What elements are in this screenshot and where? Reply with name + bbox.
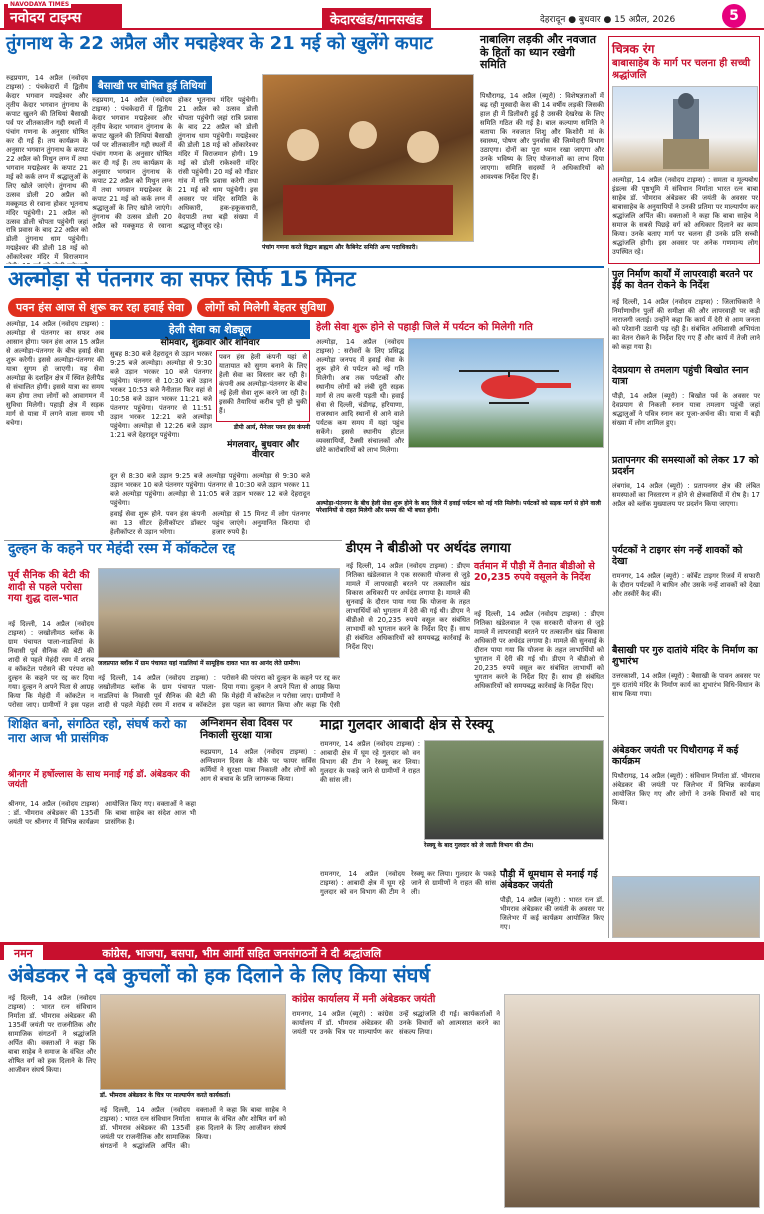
chitrak-photo bbox=[612, 86, 758, 172]
girls-headline: नाबालिग लड़की और नवजात के हितों का ध्यान रखेगी समिति bbox=[480, 33, 596, 72]
heli-quote: पवन हंस हेली कंपनी यहां से यातायात को सुगम बनाने के लिए हेली सेवा का विस्तार कर रही है। कंपनी अब अल्मोड़ा-पंतनगर के बीच नई हेली सेवा शुरू करने जा रही है। इसकी तैयारियां करीब पूरी हो चुकी हैं। bbox=[216, 350, 310, 422]
bottom2-headline: अंबेडकर ने दबे कुचलों को हक दिलाने के लिए किया संघर्ष bbox=[8, 963, 431, 987]
rule-right bbox=[608, 268, 609, 938]
naman-text: कांग्रेस, भाजपा, बसपा, भीम आर्मी सहित जनसंगठनों ने दी श्रद्धांजलि bbox=[102, 947, 382, 960]
right-b4: रामनगर, 14 अप्रैल (ब्यूरो) : कॉर्बेट टाइगर रिजर्व में सफारी के दौरान पर्यटकों ने बाघिन और उसके नन्हें शावकों को देखा और तस्वीरें कैद कीं। bbox=[612, 572, 760, 598]
dateline: देहरादून ● बुधवार ● 15 अप्रैल, 2026 bbox=[540, 15, 676, 25]
bottom2-b1-cont: नई दिल्ली, 14 अप्रैल (नवोदय टाइम्स) : भारत रत्न संविधान निर्माता डॉ. भीमराव अंबेडकर की 135वीं जयंती पर राजनीतिक और सामाजिक संगठनों ने श्रद्धांजलि अर्पित की। वक्ताओं ने कहा कि बाबा साहेब ने समाज के वंचित और शोषित वर्ग को हक दिलाने के लिए आजीवन संघर्ष किया। bbox=[100, 1106, 286, 1150]
heli-schedule-title: हेली सेवा का शेड्यूल bbox=[110, 320, 310, 339]
dm-body: नई दिल्ली, 14 अप्रैल (नवोदय टाइम्स) : डीएम नितिका खंडेलवाल ने एक सरकारी योजना से जुड़े मामले में लापरवाही बरतने पर तत्कालीन खंड विकास अधिकारी पर अर्थदंड लगाया है। मामले की सुनवाई के दौरान पाया गया कि योजना के तहत लाभार्थियों को भुगतान में देरी की गई थी। डीएम ने बीडीओ से 20,235 रुपये वसूल कर संबंधित लाभार्थी को भुगतान करने के निर्देश दिए हैं। साथ ही संबंधित अधिकारियों को समयबद्ध कार्रवाई के निर्देश दिए। bbox=[346, 562, 470, 651]
right-h1: पुल निर्माण कार्यों में लापरवाही बरतने पर ईई का वेतन रोकने के निर्देश bbox=[612, 269, 753, 291]
bottom2-photo bbox=[100, 994, 286, 1090]
right-h4: पर्यटकों ने टाइगर संग नन्हें शावकों को देखा bbox=[612, 545, 743, 567]
heli-quote-by: डीपी आर्य, मैनेजर पवन हंस कंपनी bbox=[233, 424, 310, 431]
tourism-headline: हेली सेवा शुरू होने से पहाड़ी जिले में पर्यटन को मिलेगी गति bbox=[316, 322, 533, 333]
lead-photo-caption: पंचांग गणना करते विद्वान ब्राह्मण और कैबिनेट समिति अन्य पदाधिकारी। bbox=[262, 244, 418, 251]
wedding-body-2: नई दिल्ली, 14 अप्रैल (नवोदय टाइम्स) : जखोलीमठ ब्लॉक के ग्राम पंचायत पाला-नाडलियां के निवासी पूर्व सैनिक की बेटी की शादी से पहले मेहंदी रस्म में शराब व कॉकटेल परोसने की परंपरा को दुल्हन के कहने पर रद्द कर दिया गया। दुल्हन ने अपने पिता से आग्रह किया कि मेहंदी में कॉकटेल न परोसा जाए। ग्रामीणों ने इस पहल का स्वागत किया और कहा कि ऐसी bbox=[98, 674, 340, 709]
bottom2-photo-caption: डॉ. भीमराव अंबेडकर के चित्र पर माल्यार्पण करते कार्यकर्ता। bbox=[100, 1092, 231, 1099]
bottom2-b2: रामनगर, 14 अप्रैल (ब्यूरो) : कांग्रेस कार्यालय में डॉ. भीमराव अंबेडकर की जयंती पर उनके चित्र पर माल्यार्पण कर उन्हें श्रद्धांजलि दी गई। कार्यकर्ताओं ने उनके विचारों को आत्मसात करने का संकल्प लिया। bbox=[292, 1010, 500, 1036]
heli-body: अल्मोड़ा, 14 अप्रैल (नवोदय टाइम्स) : अल्मोड़ा से पंतनगर का सफर अब आसान होगा। पवन हंस आज 15 अप्रैल से अल्मोड़ा-पंतनगर के बीच हवाई सेवा शुरू करेगी। इससे अल्मोड़ा-पंतनगर की यात्रा सुगम हो जाएगी। यह सेवा अल्मोड़ा के दशहिन क्षेत्र में स्थित हेलीपैड से संचालित होगी। इससे यात्रा का समय कम होगा तथा लोगों को आवागमन में सुविधा मिलेगी। पहाड़ी क्षेत्र में सड़क मार्ग से यात्रा में लगने वाला समय भी बचेगा। bbox=[6, 320, 104, 427]
tourism-photo-caption: अल्मोड़ा-पंतनगर के बीच हेली सेवा शुरू होने के बाद जिले में हवाई पर्यटन को नई गति मिलेगी। पर्यटकों को सड़क मार्ग से होने वाली परेशानियों से राहत मिलेगी और समय की भी बचत होगी। bbox=[316, 500, 601, 515]
page-number: 5 bbox=[722, 4, 746, 28]
heli-footer: हवाई सेवा शुरू होने. पवन हंस कंपनी का 13 सीटर हेलीकॉप्टर डॉक्टर हेलीकॉप्टर से उड़ान भरेगा। bbox=[110, 510, 206, 536]
right-photo bbox=[612, 876, 760, 938]
lead-photo bbox=[262, 74, 474, 242]
bottom2-h2: कांग्रेस कार्यालय में मनी अंबेडकर जयंती bbox=[292, 994, 436, 1005]
chitrak-photo-art bbox=[613, 87, 758, 172]
leopard-photo bbox=[424, 740, 604, 840]
chitrak-body: अल्मोड़ा, 14 अप्रैल (नवोदय टाइम्स) : समता व मूल्यबोध इंडल्स की पृष्ठभूमि में संविधान निर्माता भारत रत्न बाबा साहेब डॉ. भीमराव अंबेडकर की जयंती के अवसर पर बाबासाहेब के अनुयायियों ने उनकी प्रतिमा पर माल्यार्पण कर श्रद्धांजलि अर्पित की। वक्ताओं ने कहा कि बाबा साहेब ने समाज के सबसे पिछड़े वर्ग को अधिकार दिलाने का काम किया। उनके बताए मार्ग पर चलना ही उनके प्रति सच्ची श्रद्धांजलि होगी। इस अवसर पर अनेक गणमान्य लोग उपस्थित रहे। bbox=[612, 176, 758, 256]
bottom1-b3-cont: रामनगर, 14 अप्रैल (नवोदय टाइम्स) : आबादी क्षेत्र में घूम रहे गुलदार को वन विभाग की टीम ने रेस्क्यू कर लिया। गुलदार के पकड़े जाने से ग्रामीणों ने राहत की सांस ली। bbox=[320, 870, 496, 896]
masthead bbox=[4, 1, 122, 28]
wedding-photo bbox=[98, 568, 340, 658]
section-label: केदारखंड/मानसखंड bbox=[322, 8, 431, 30]
chitrak-label: चित्रक रंग bbox=[612, 42, 655, 56]
dm-headline: डीएम ने बीडीओ पर अर्थदंड लगाया bbox=[346, 541, 511, 556]
bottom1-b2: रुद्रप्रयाग, 14 अप्रैल (नवोदय टाइम्स) : अग्निशमन दिवस के मौके पर फायर सर्विस कर्मियों ने सुरक्षा यात्रा निकाली और लोगों को आग से बचाव के प्रति जागरूक किया। bbox=[200, 748, 316, 783]
tourism-photo bbox=[408, 338, 604, 448]
bottom2-photo-right bbox=[504, 994, 760, 1208]
lead-body-col1: रुद्रप्रयाग, 14 अप्रैल (नवोदय टाइम्स) : पंचकेदारों में द्वितीय केदार भगवान मद्महेश्वर और तृतीय केदार भगवान तुंगनाथ के कपाट खुलने की तिथियां बैसाखी पर्व पर शीतकालीन गद्दी स्थलों में पंचांग गणना के अनुसार घोषित कर दी गई हैं। तय कार्यक्रम के अनुसार भगवान तुंगनाथ के कपाट 22 अप्रैल को मिथुन लग्न में तथा भगवान मद्महेश्वर के कपाट 21 मई को कर्क लग्न में श्रद्धालुओं के लिए खोले जाएंगे। तुंगनाथ की उत्सव डोली 20 अप्रैल को मक्कूमठ से रवाना होकर भूतनाथ मंदिर पहुंचेगी। 21 अप्रैल को उत्सव डोली चोपता पहुंचेगी जहां रात्रि प्रवास के बाद 22 अप्रैल को डोली तुंगनाथ धाम पहुंचेगी। मद्महेश्वर की डोली 18 मई को ओंकारेश्वर मंदिर में विराजमान bbox=[6, 74, 88, 262]
right-b6: पिथौरागढ़, 14 अप्रैल (ब्यूरो) : संविधान निर्माता डॉ. भीमराव अंबेडकर की जयंती पर जिलेभर में विभिन्न कार्यक्रम आयोजित किए गए और लोगों ने उनके विचारों को याद किया। bbox=[612, 772, 760, 807]
chitrak-headline: बाबासाहेब के मार्ग पर चलना ही सच्ची श्रद्धांजलि bbox=[612, 58, 751, 81]
wedding-body-1: नई दिल्ली, 14 अप्रैल (नवोदय टाइम्स) : जखोलीमठ ब्लॉक के ग्राम पंचायत पाला-नाडलियां के निवासी पूर्व सैनिक की बेटी की शादी से पहले मेहंदी रस्म में शराब व कॉकटेल परोसने की परंपरा को दुल्हन के कहने पर रद्द कर दिया गया। दुल्हन ने अपने पिता से आग्रह किया कि मेहंदी में कॉकटेल न परोसा जाए। ग्रामीणों ने इस पहल bbox=[8, 620, 94, 709]
wedding-headline: दुल्हन के कहने पर मेहंदी रस्म में कॉकटेल रद्द bbox=[8, 541, 236, 557]
heli-sched-text1: सुबह 8:30 बजे देहरादून से उड़ान भरकर 9:25 बजे अल्मोड़ा। अल्मोड़ा से 9:30 बजे उड़ान भरकर 10 बजे पंतनगर पहुंचेगा। पंतनगर से 10:30 बजे उड़ान भरकर 10:53 बजे नैनीताल फिर वहां से 10:58 बजे उड़ान भरकर 11:21 बजे पंतनगर पहुंचेगा। पंतनगर से 11:51 उड़ान भरकर 12:21 बजे अल्मोड़ा पहुंचेगा। अल्मोड़ा से 12:26 बजे उड़ान 1:21 बजे देहरादून पहुंचेगा। bbox=[110, 350, 212, 439]
right-h3: प्रतापनगर की समस्याओं को लेकर 17 को प्रदर्शन bbox=[612, 455, 759, 477]
heli-headline: अल्मोड़ा से पंतनगर का सफर सिर्फ 15 मिनट bbox=[8, 267, 356, 291]
right-h2: देवप्रयाग से तमलाग पहुंची बिखोत स्नान यात्रा bbox=[612, 365, 749, 387]
wedding-photo-caption: जलप्रपात ब्लॉक में ग्राम पंचायत यहां नाडलियां में सामूहिक दावत भात का आनंद लेते ग्रामीण। bbox=[98, 660, 301, 667]
bottom1-b4: पौड़ी, 14 अप्रैल (ब्यूरो) : भारत रत्न डॉ. भीमराव अंबेडकर की जयंती के अवसर पर जिलेभर में कई कार्यक्रम आयोजित किए गए। bbox=[500, 896, 604, 931]
girls-body: पिथौरागढ़, 14 अप्रैल (ब्यूरो) : विशेषज्ञताओं में बढ़ रही मुस्वादी केस की 14 वर्षीय लड़की जिसकी हाल ही में डिलीवरी हुई है उसकी देखरेख के लिए समिति गठित की गई है। बाल कल्याण समिति ने बताया कि नवजात शिशु और किशोरी मां के स्वास्थ्य, पोषण और पुनर्वास की जिम्मेदारी विभाग उठाएगा। दोनों का पूरा ध्यान रखा जाएगा और उनके भविष्य के लिए योजनाओं का लाभ दिया जाएगा। समिति सदस्यों ने अधिकारियों को आवश्यक निर्देश दिए हैं। bbox=[480, 92, 604, 181]
dm-sidehead: वर्तमान में पौड़ी में तैनात बीडीओ से 20,235 रुपये वसूलने के निर्देश bbox=[474, 561, 595, 583]
heli-sched-day2: मंगलवार, बुधवार और वीरवार bbox=[227, 440, 299, 461]
naman-band bbox=[0, 942, 764, 960]
bottom2-b1: नई दिल्ली, 14 अप्रैल (नवोदय टाइम्स) : भारत रत्न संविधान निर्माता डॉ. भीमराव अंबेडकर की 135वीं जयंती पर राजनीतिक और सामाजिक संगठनों ने श्रद्धांजलि अर्पित की। वक्ताओं ने कहा कि बाबा साहेब ने समाज के वंचित और शोषित वर्ग को हक दिलाने के लिए आजीवन संघर्ष किया। bbox=[8, 994, 96, 1074]
bottom1-h1-side: श्रीनगर में हर्षोल्लास के साथ मनाई गई डॉ. अंबेडकर की जयंती bbox=[8, 770, 190, 791]
heli-subhead-1: पवन हंस आज से शुरू कर रहा हवाई सेवा bbox=[8, 298, 192, 317]
naman-label: नमन bbox=[4, 945, 43, 962]
leopard-photo-caption: रेस्क्यू के बाद गुलदार को ले जाती विभाग की टीम। bbox=[424, 842, 534, 849]
lead-body-col2: रुद्रप्रयाग, 14 अप्रैल (नवोदय टाइम्स) : पंचकेदारों में द्वितीय केदार भगवान मद्महेश्वर और तृतीय केदार भगवान तुंगनाथ के कपाट खुलने की तिथियां बैसाखी पर्व पर शीतकालीन गद्दी स्थलों में पंचांग गणना के अनुसार घोषित कर दी गई हैं। तय कार्यक्रम के अनुसार भगवान तुंगनाथ के कपाट 22 अप्रैल को मिथुन लग्न में तथा भगवान मद्महेश्वर के कपाट 21 मई को कर्क लग्न में श्रद्धालुओं के लिए खोले जाएंगे। तुंगनाथ की उत्सव डोली 20 अप्रैल को मक्कूमठ से रवाना होकर भूतनाथ मंदिर पहुंचेगी। 21 अप्रैल को उत्सव डोली चोपता पहुंचेगी जहां रात्रि प्रवास के बाद 22 अप्रैल को डोली तुंगनाथ धाम पहुंचेगी। मद्महेश्वर की डोली 18 मई को ओंकारेश्वर मंदिर में विराजमान होगी। 19 मई को डोली राकेश्वरी मंदिर रांसी पहुंचेगी। 20 मई को गौंडार गांव में रात्रि प्रवास करेगी तथा 21 मई को धाम पहुंचेगी। इस अवसर पर मंदिर समिति के अधिकारी, हक-हकूकधारी, वेदपाठी तथा बड़ी संख्या में श्रद्धालु मौजूद रहे। bbox=[92, 96, 258, 230]
lead-photo-art bbox=[263, 75, 474, 242]
bottom1-h4: पौड़ी में धूमधाम से मनाई गई अंबेडकर जयंती bbox=[500, 869, 598, 891]
lead-subhead-wrap bbox=[92, 74, 212, 94]
bottom1-h1: शिक्षित बनो, संगठित रहो, संघर्ष करो का नारा आज भी प्रासंगिक bbox=[8, 717, 187, 745]
tourism-body: अल्मोड़ा, 14 अप्रैल (नवोदय टाइम्स) : सरोवरों के लिए प्रसिद्ध अल्मोड़ा जनपद में हवाई सेवा के शुरू होने से पर्यटन को नई गति मिलेगी। अब तक पर्यटकों और स्थानीय लोगों को लंबी दूरी सड़क मार्ग से तय करनी पड़ती थी। हवाई सेवा से दिल्ली, चंडीगढ़, हरियाणा, राजस्थान आदि स्थानों से आने वाले पर्यटक कम समय में यहां पहुंच सकेंगे। इससे स्थानीय होटल व्यवसायियों, टैक्सी संचालकों और छोटे कारोबारियों को लाभ मिलेगा। bbox=[316, 338, 404, 454]
right-b1: नई दिल्ली, 14 अप्रैल (नवोदय टाइम्स) : जिलाधिकारी ने निर्माणाधीन पुलों की समीक्षा की और लापरवाही पर कड़ी नाराजगी जताई। उन्होंने कहा कि कार्य में देरी से आम जनता को परेशानी उठानी पड़ रही है। संबंधित अधिशासी अभियंता का वेतन रोकने के निर्देश दिए गए हैं और कार्य में तेजी लाने को कहा गया है। bbox=[612, 298, 760, 351]
bottom1-b3: रामनगर, 14 अप्रैल (नवोदय टाइम्स) : आबादी क्षेत्र में घूम रहे गुलदार को वन विभाग की टीम ने रेस्क्यू कर लिया। गुलदार के पकड़े जाने से ग्रामीणों ने राहत की सांस ली। bbox=[320, 740, 420, 784]
bottom1-h2: अग्निशमन सेवा दिवस पर निकाली सुरक्षा यात्रा bbox=[200, 718, 293, 741]
lead-subhead: बैसाखी पर घोषित हुई तिथियां bbox=[92, 76, 212, 94]
heli-subheads bbox=[8, 296, 604, 317]
heli-footer-2: अल्मोड़ा से 15 मिनट में लोग पंतनगर पहुंच जाएंगे। अनुमानित किराया दो हजार रुपये है। bbox=[212, 510, 310, 536]
masthead-title: नवोदय टाइम्स bbox=[10, 10, 82, 26]
right-h5: बैसाखी पर गुरु दातांये मंदिर के निर्माण का शुभारंभ bbox=[612, 645, 758, 667]
right-b3: लंबगांव, 14 अप्रैल (ब्यूरो) : प्रतापनगर क्षेत्र की लंबित समस्याओं का निस्तारण न होने से क्षेत्रवासियों में रोष है। 17 अप्रैल को ब्लॉक मुख्यालय पर प्रदर्शन किया जाएगा। bbox=[612, 482, 760, 508]
right-b2: पौड़ी, 14 अप्रैल (ब्यूरो) : बिखोत पर्व के अवसर पर देवप्रयाग से निकली स्नान यात्रा तमलाग पहुंची जहां श्रद्धालुओं ने पवित्र स्नान कर पूजा-अर्चना की। यात्रा में बड़ी संख्या में लोग शामिल हुए। bbox=[612, 392, 760, 427]
lead-headline: तुंगनाथ के 22 अप्रैल और मद्महेश्वर के 21 मई को खुलेंगे कपाट bbox=[6, 33, 433, 54]
heli-sched-text2: दून से 8:30 बजे उड़ान 9:25 बजे अल्मोड़ा पहुंचेगा। अल्मोड़ा से 9:30 बजे उड़ान भरकर 10 बजे पंतनगर पहुंचेगा। पंतनगर से 10:30 बजे उड़ान भरकर 11 बजे अल्मोड़ा पहुंचेगा। अल्मोड़ा से 11:05 बजे उड़ान भरकर 12 बजे देहरादून पहुंचेगा। bbox=[110, 472, 310, 507]
bottom1-h3: माद्रा गुलदार आबादी क्षेत्र से रेस्क्यू bbox=[320, 717, 493, 733]
helicopter-icon bbox=[409, 339, 604, 448]
right-b5: उत्तरकाशी, 14 अप्रैल (ब्यूरो) : बैसाखी के पावन अवसर पर गुरु दातांये मंदिर के निर्माण कार्य का शुभारंभ विधि-विधान के साथ किया गया। bbox=[612, 672, 760, 698]
wedding-sidehead: पूर्व सैनिक की बेटी की शादी से पहले परोसा गया शुद्ध दाल-भात bbox=[8, 570, 90, 604]
right-h6: अंबेडकर जयंती पर पिथौरागढ़ में कई कार्यक्रम bbox=[612, 745, 739, 767]
heli-sched-day1: सोमवार, शुक्रवार और शनिवार bbox=[160, 338, 260, 348]
masthead-small: NAVODAYA TIMES bbox=[10, 1, 70, 8]
heli-subhead-2: लोगों को मिलेगी बेहतर सुविधा bbox=[197, 298, 334, 317]
bottom1-b1: श्रीनगर, 14 अप्रैल (नवोदय टाइम्स) : डॉ. भीमराव अंबेडकर की 135वीं जयंती पर श्रीनगर में विभिन्न कार्यक्रम आयोजित किए गए। वक्ताओं ने कहा कि बाबा साहेब का संदेश आज भी प्रासंगिक है। bbox=[8, 800, 196, 826]
dm-body-2: नई दिल्ली, 14 अप्रैल (नवोदय टाइम्स) : डीएम नितिका खंडेलवाल ने एक सरकारी योजना से जुड़े मामले में लापरवाही बरतने पर तत्कालीन खंड विकास अधिकारी पर अर्थदंड लगाया है। मामले की सुनवाई के दौरान पाया गया कि योजना के तहत लाभार्थियों को भुगतान में देरी की गई थी। डीएम ने बीडीओ से 20,235 रुपये वसूल कर संबंधित लाभार्थी को भुगतान करने के निर्देश दिए हैं। साथ ही संबंधित अधिकारियों को समयबद्ध कार्रवाई के निर्देश दिए। bbox=[474, 610, 604, 690]
